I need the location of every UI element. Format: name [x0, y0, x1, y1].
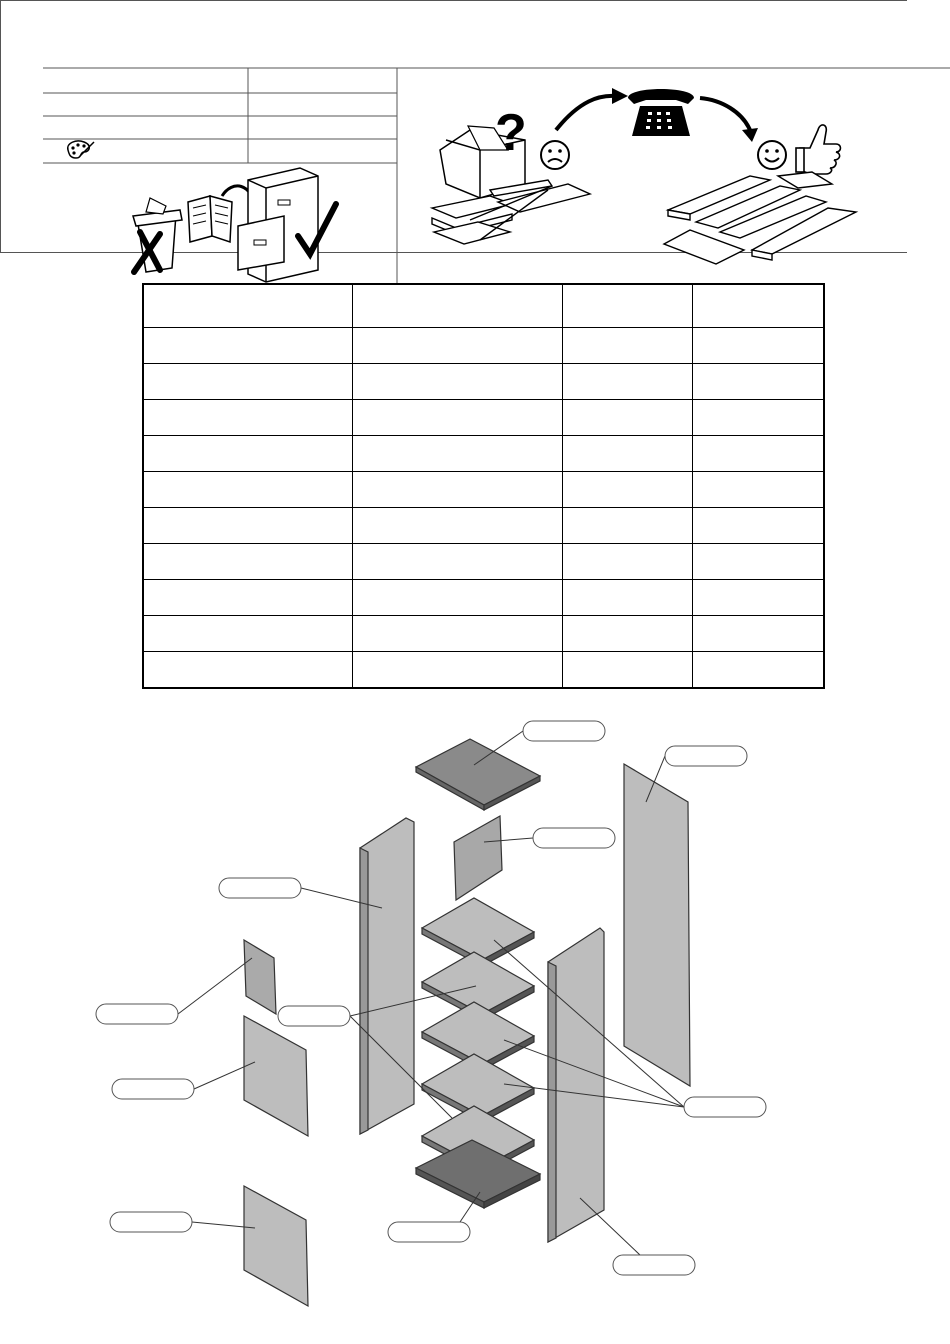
callout-bubble — [613, 1255, 695, 1275]
back-panel — [624, 764, 690, 1086]
door-panel-2 — [244, 1186, 308, 1306]
callout-bubble — [278, 1006, 350, 1026]
shelf-1 — [422, 898, 534, 960]
shelf-4 — [422, 1054, 534, 1116]
callout-bubble — [110, 1212, 192, 1232]
callout-bubble — [665, 746, 747, 766]
top-panel — [416, 739, 540, 805]
left-side-panel-edge — [360, 848, 368, 1134]
callout-bubble — [533, 828, 615, 848]
callout-bubble — [219, 878, 301, 898]
shelf-3 — [422, 1002, 534, 1064]
small-upper-panel — [454, 816, 502, 900]
leader-line — [178, 958, 252, 1014]
door-panel-1 — [244, 1016, 308, 1136]
callout-bubble — [388, 1222, 470, 1242]
leader-line — [580, 1198, 640, 1255]
right-side-panel-edge — [548, 962, 556, 1242]
question-mark-icon: ? — [495, 104, 527, 162]
callout-bubble — [96, 1004, 178, 1024]
callout-bubble — [684, 1097, 766, 1117]
callout-bubble — [112, 1079, 194, 1099]
small-door-panel — [244, 940, 276, 1014]
callout-bubble — [523, 721, 605, 741]
